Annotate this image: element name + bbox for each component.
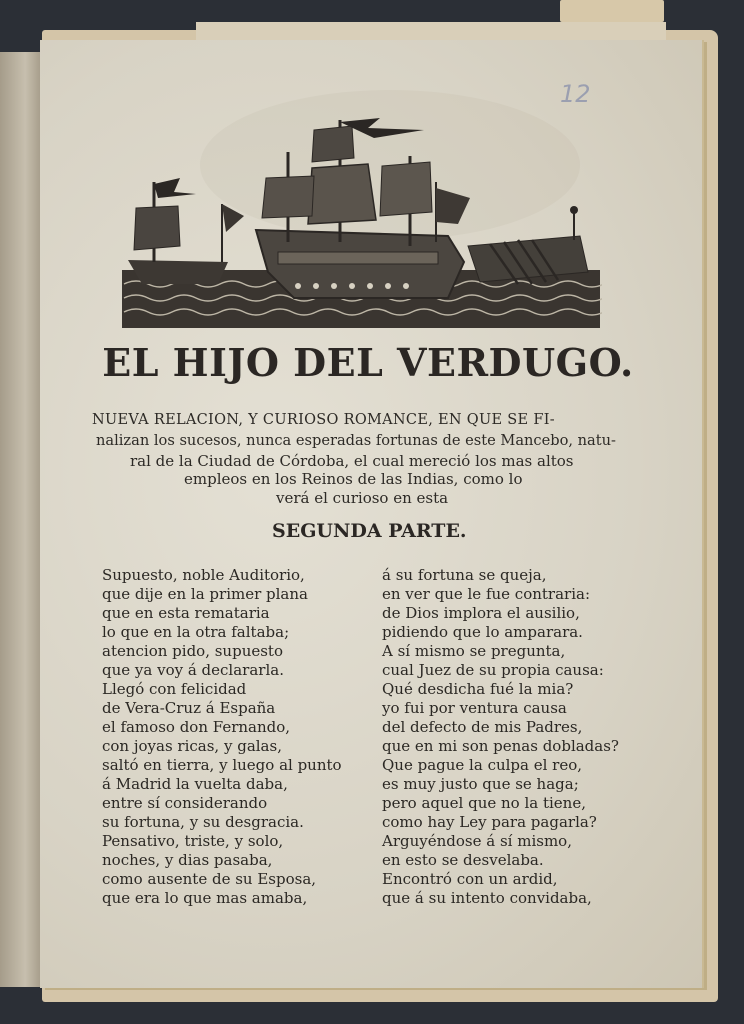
verse-line: Arguyéndose á sí mismo, [382, 832, 572, 850]
verse-line: que en esta remataria [102, 604, 270, 622]
subtitle-line-5: verá el curioso en esta [276, 489, 449, 507]
part-heading: SEGUNDA PARTE. [272, 520, 467, 542]
verse-line: Que pague la culpa el reo, [382, 756, 583, 774]
verse-column-right [382, 566, 619, 908]
subtitle-line-3: ral de la Ciudad de Córdoba, el cual mereció los mas altos [130, 452, 574, 470]
verse-line: A sí mismo se pregunta, [382, 642, 566, 660]
verse-line: Qué desdicha fué la mia? [382, 680, 574, 698]
verse-line: entre sí considerando [102, 794, 268, 812]
subtitle-line-1: NUEVA RELACION, Y CURIOSO ROMANCE, EN QUE SE FI- [92, 412, 555, 428]
verse-line: el famoso don Fernando, [102, 718, 291, 736]
subtitle-line-2: nalizan los sucesos, nunca esperadas fortunas de este Mancebo, natu- [96, 432, 616, 449]
verse-line: Encontró con un ardid, [382, 870, 558, 888]
verse-line: que en mi son penas dobladas? [382, 737, 619, 755]
verse-line: á su fortuna se queja, [382, 566, 547, 584]
verse-line: como ausente de su Esposa, [102, 870, 317, 888]
verse-line: que ya voy á declararla. [102, 661, 284, 679]
verse-line: su fortuna, y su desgracia. [102, 813, 304, 831]
verse-line: lo que en la otra faltaba; [102, 623, 290, 641]
verse-line: yo fui por ventura causa [382, 699, 567, 717]
verse-line: Supuesto, noble Auditorio, [102, 566, 305, 584]
subtitle-line-4: empleos en los Reinos de las Indias, como lo [184, 470, 523, 488]
verse-line: del defecto de mis Padres, [382, 718, 583, 736]
verse-line: que á su intento convidaba, [382, 889, 592, 907]
verse-line: pidiendo que lo amparara. [382, 623, 583, 641]
verse-line: atencion pido, supuesto [102, 642, 283, 660]
verse-line: noches, y dias pasaba, [102, 851, 273, 869]
verse-line: que era lo que mas amaba, [102, 889, 308, 907]
verse-line: como hay Ley para pagarla? [382, 813, 597, 831]
verse-line: cual Juez de su propia causa: [382, 661, 604, 679]
verse-line: que dije en la primer plana [102, 585, 308, 603]
verse-line: Pensativo, triste, y solo, [102, 832, 284, 850]
verse-line: Llegó con felicidad [102, 680, 247, 698]
verse-line: en ver que le fue contraria: [382, 585, 591, 603]
verse-line: es muy justo que se haga; [382, 775, 579, 793]
torn-paper-tab [560, 0, 664, 22]
verse-line: con joyas ricas, y galas, [102, 737, 282, 755]
page-title: EL HIJO DEL VERDUGO. [102, 340, 634, 385]
verse-line: en esto se desvelaba. [382, 851, 544, 869]
verse-line: de Vera-Cruz á España [102, 699, 276, 717]
verse-line: á Madrid la vuelta daba, [102, 775, 288, 793]
folio-number: 12 [560, 80, 591, 108]
ship-woodcut-icon [118, 112, 602, 336]
verse-line: pero aquel que no la tiene, [382, 794, 586, 812]
verse-line: de Dios implora el ausilio, [382, 604, 580, 622]
verse-column-left [102, 566, 342, 908]
verse-line: saltó en tierra, y luego al punto [102, 756, 342, 774]
